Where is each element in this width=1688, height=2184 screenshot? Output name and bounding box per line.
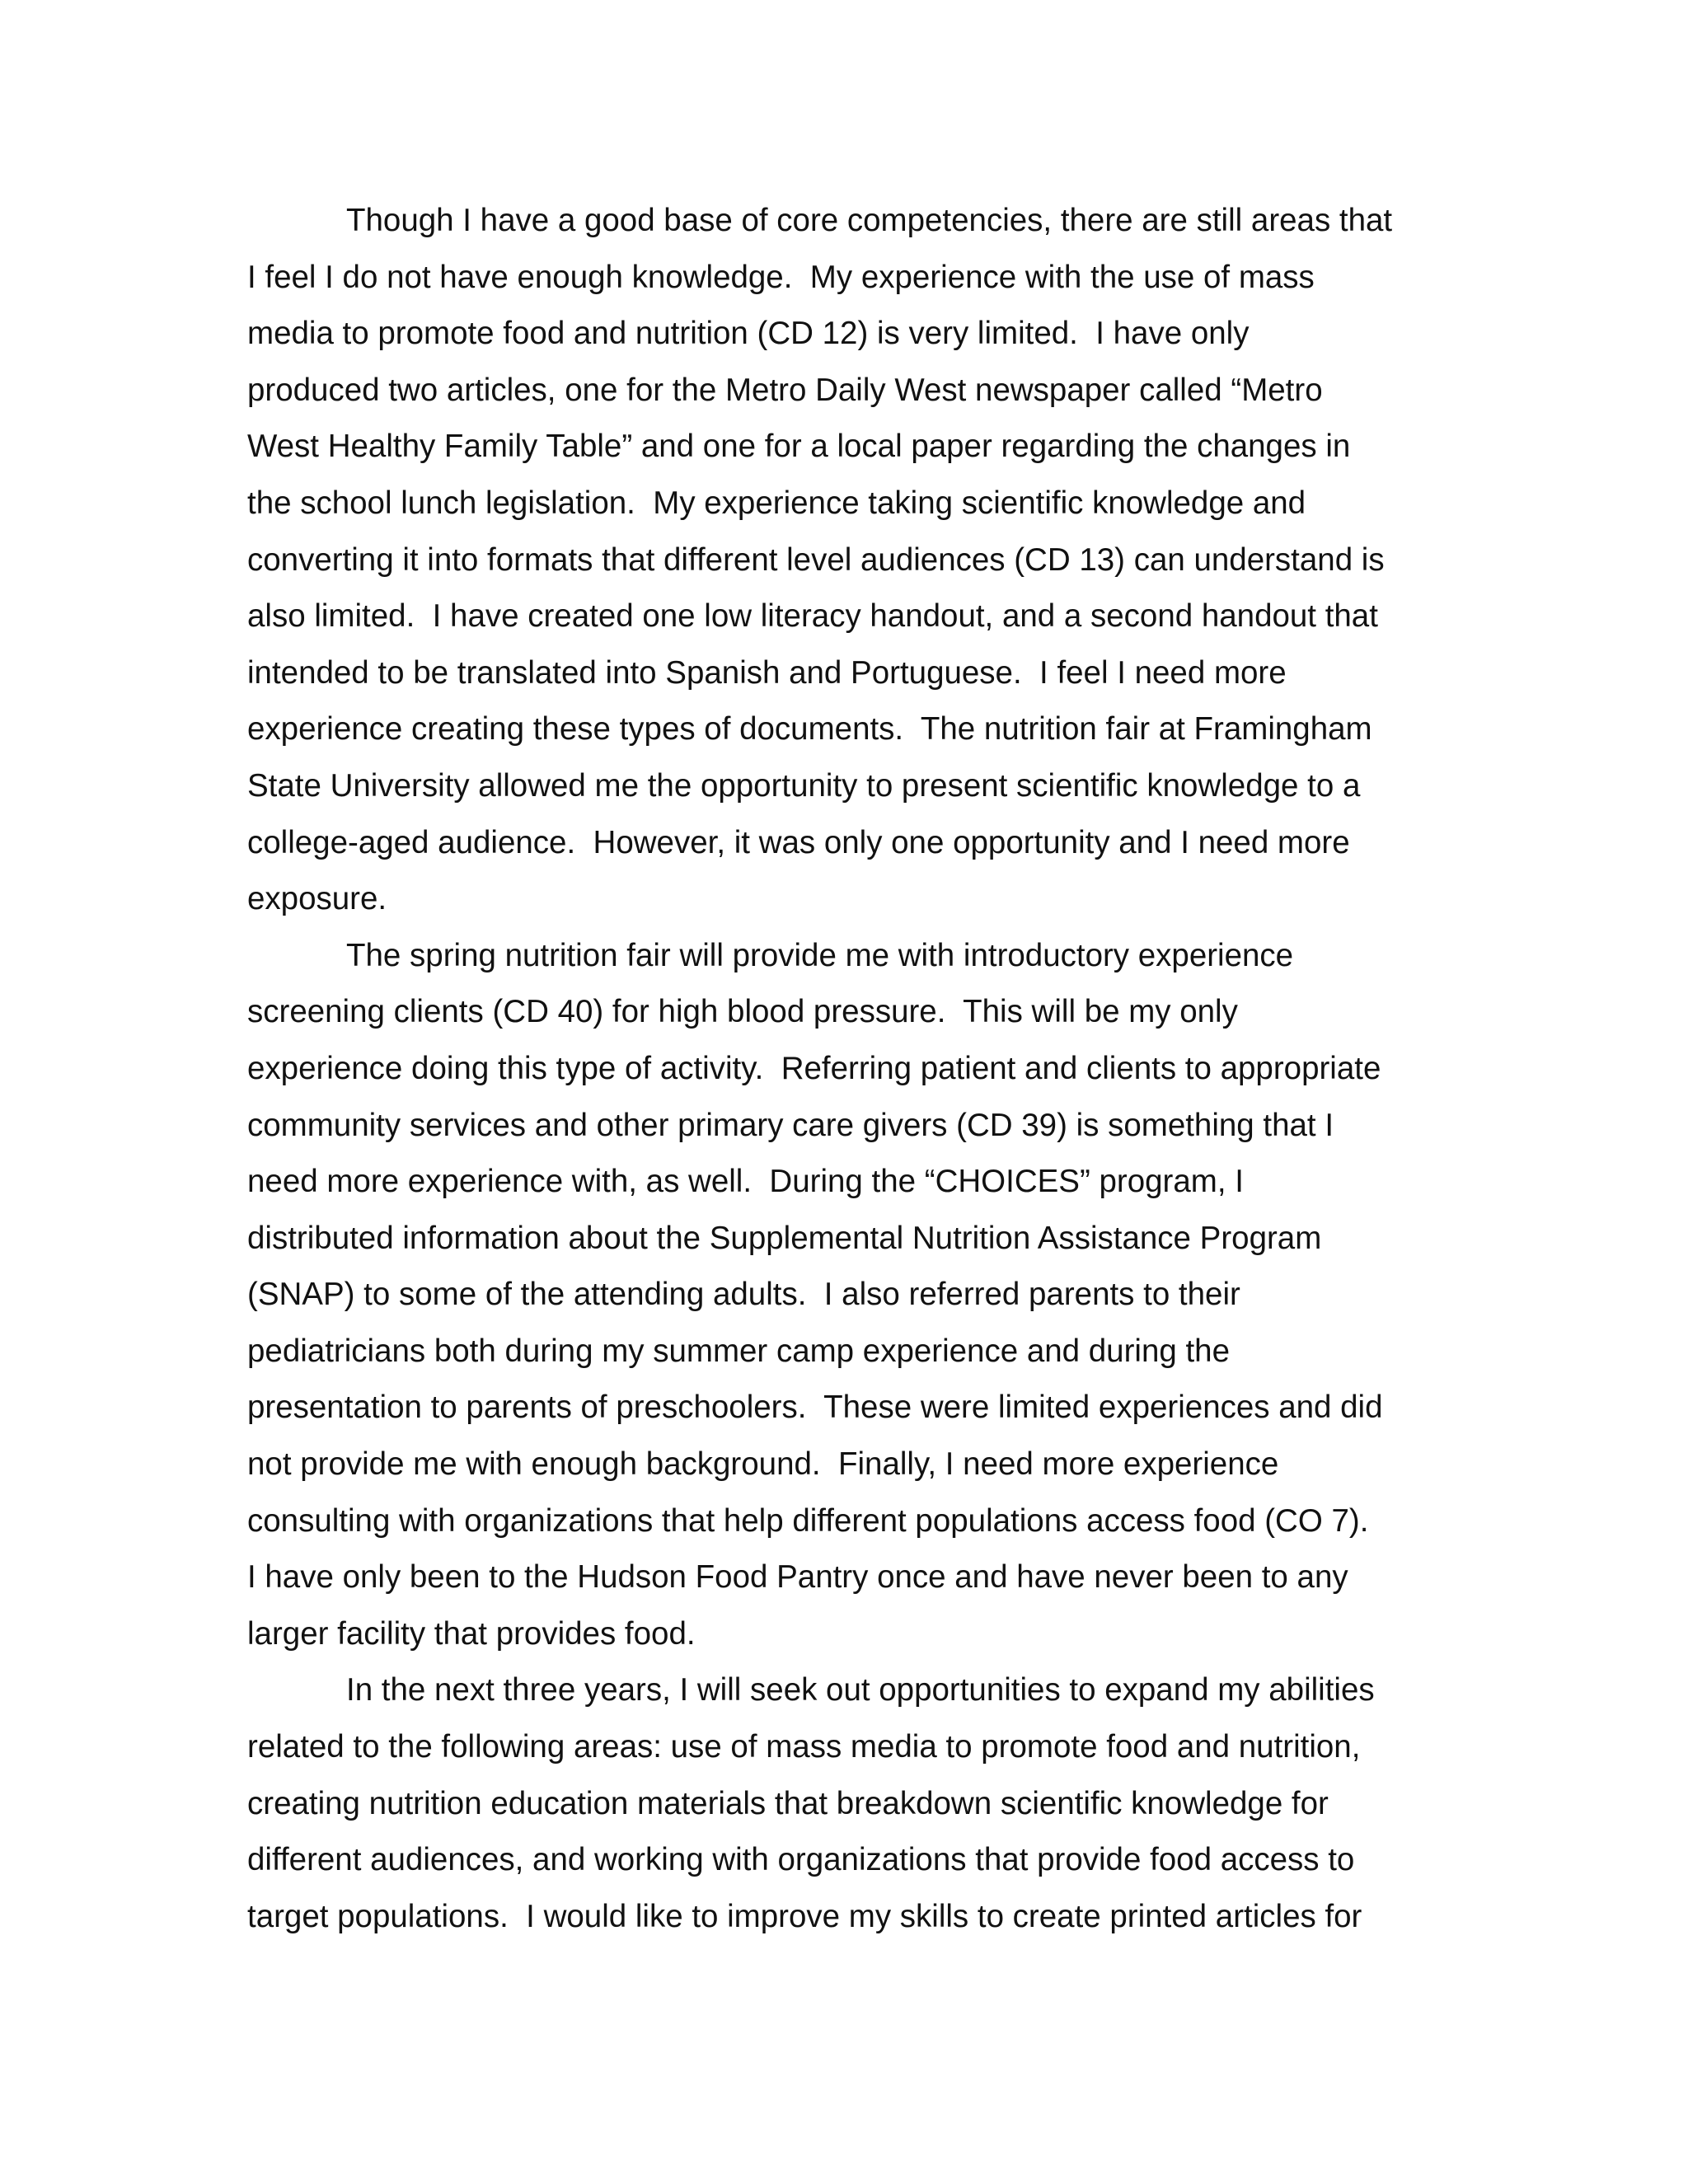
paragraph-1-line-1: Though I have a good base of core competencies, there are still areas that — [346, 203, 1393, 238]
paragraph-1-line-5: West Healthy Family Table” and one for a local paper regarding the changes in — [247, 429, 1351, 465]
paragraph-2-line-2: screening clients (CD 40) for high blood pressure. This will be my only — [247, 994, 1238, 1030]
paragraph-2-line-4: community services and other primary care givers (CD 39) is something that I — [247, 1107, 1334, 1143]
paragraph-2-line-6: distributed information about the Supplemental Nutrition Assistance Program — [247, 1220, 1322, 1256]
paragraph-3-line-3: creating nutrition education materials that breakdown scientific knowledge for — [247, 1785, 1329, 1821]
paragraph-1-line-12: college-aged audience. However, it was only one opportunity and I need more — [247, 824, 1350, 860]
paragraph-1-line-6: the school lunch legislation. My experience taking scientific knowledge and — [247, 485, 1306, 521]
paragraph-1-line-11: State University allowed me the opportunity to present scientific knowledge to a — [247, 767, 1361, 804]
paragraph-2-line-5: need more experience with, as well. During the “CHOICES” program, I — [247, 1164, 1244, 1200]
paragraph-1-line-4: produced two articles, one for the Metro Daily West newspaper called “Metro — [247, 372, 1323, 408]
paragraph-2-line-13: larger facility that provides food. — [247, 1615, 696, 1652]
body-text — [247, 193, 1451, 1945]
paragraph-1-line-3: media to promote food and nutrition (CD 12) is very limited. I have only — [247, 316, 1250, 352]
paragraph-1-line-9: intended to be translated into Spanish and Portuguese. I feel I need more — [247, 654, 1287, 691]
paragraph-1-line-8: also limited. I have created one low literacy handout, and a second handout that — [247, 598, 1378, 635]
paragraph-2-line-1: The spring nutrition fair will provide me with introductory experience — [346, 937, 1294, 973]
paragraph-2-line-7: (SNAP) to some of the attending adults. I also referred parents to their — [247, 1277, 1240, 1313]
paragraph-3-line-1: In the next three years, I will seek out opportunities to expand my abilities — [346, 1672, 1375, 1708]
paragraph-2-line-8: pediatricians both during my summer camp experience and during the — [247, 1333, 1230, 1369]
paragraph-2-line-11: consulting with organizations that help different populations access food (CO 7). — [247, 1502, 1369, 1539]
paragraph-1-line-2: I feel I do not have enough knowledge. My experience with the use of mass — [247, 259, 1315, 295]
paragraph-2-line-12: I have only been to the Hudson Food Pantry once and have never been to any — [247, 1559, 1348, 1596]
paragraph-2-line-3: experience doing this type of activity. Referring patient and clients to appropriate — [247, 1050, 1381, 1086]
paragraph-1-line-13: exposure. — [247, 881, 387, 917]
paragraph-2-line-10: not provide me with enough background. Finally, I need more experience — [247, 1446, 1279, 1483]
paragraph-3-line-2: related to the following areas: use of mass media to promote food and nutrition, — [247, 1729, 1361, 1765]
paragraph-3-line-5: target populations. I would like to improve my skills to create printed articles for — [247, 1898, 1362, 1934]
paragraph-1-line-10: experience creating these types of documents. The nutrition fair at Framingham — [247, 711, 1372, 748]
paragraph-2-line-9: presentation to parents of preschoolers. These were limited experiences and did — [247, 1390, 1383, 1426]
paragraph-3-line-4: different audiences, and working with organizations that provide food access to — [247, 1842, 1355, 1878]
paragraph-1-line-7: converting it into formats that different level audiences (CD 13) can understand is — [247, 541, 1385, 578]
